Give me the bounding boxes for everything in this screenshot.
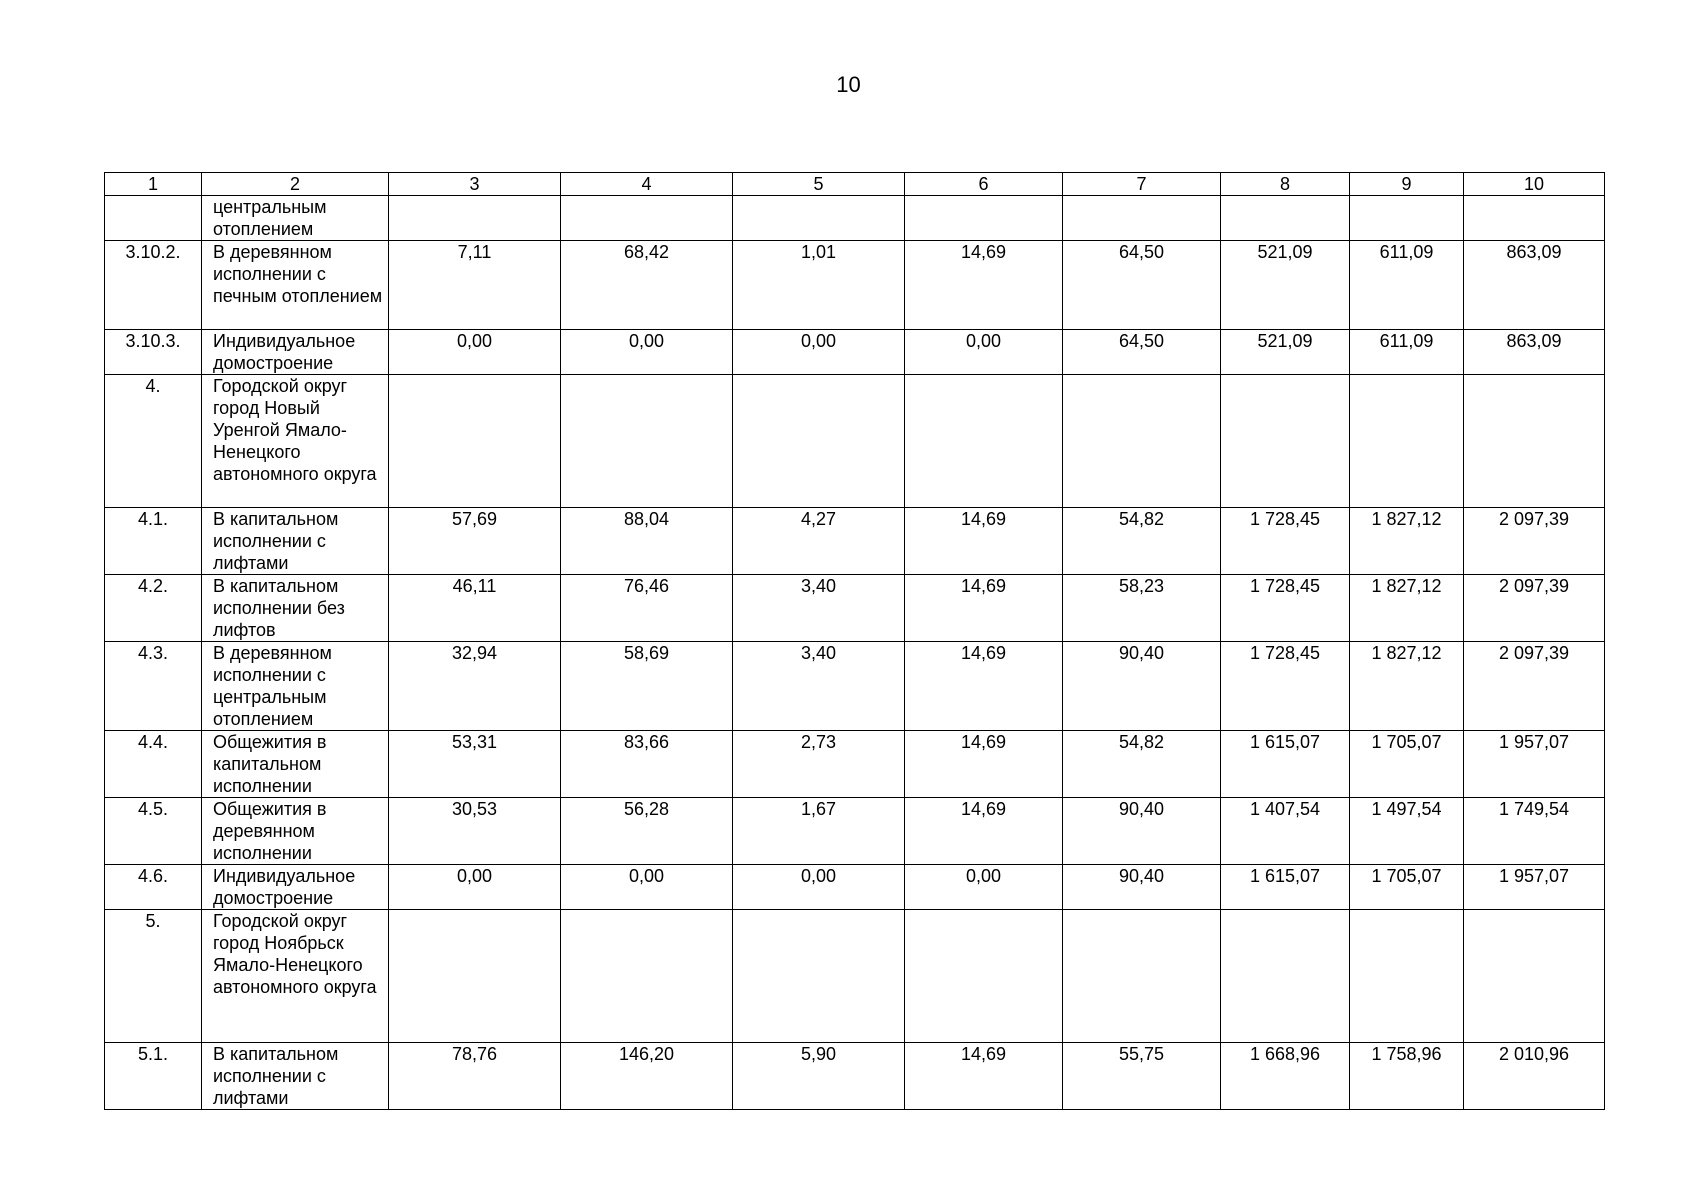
column-header: 9 xyxy=(1350,173,1464,196)
page-number: 10 xyxy=(836,72,861,97)
row-value-col-9: 1 705,07 xyxy=(1350,731,1464,798)
row-number: 3.10.3. xyxy=(105,330,202,375)
row-name: В капитальном исполнении с лифтами xyxy=(202,508,389,575)
table-row xyxy=(105,196,1605,241)
row-value-col-8 xyxy=(1221,375,1350,508)
row-value-col-9: 1 705,07 xyxy=(1350,865,1464,910)
column-header: 6 xyxy=(905,173,1063,196)
table-row xyxy=(105,865,1605,910)
row-name: В капитальном исполнении с лифтами xyxy=(202,1043,389,1110)
table-row xyxy=(105,642,1605,731)
row-value-col-5 xyxy=(733,196,905,241)
row-value-col-4: 76,46 xyxy=(561,575,733,642)
row-number: 4.5. xyxy=(105,798,202,865)
row-value-col-6: 14,69 xyxy=(905,642,1063,731)
row-value-col-6: 14,69 xyxy=(905,1043,1063,1110)
row-value-col-3: 0,00 xyxy=(389,865,561,910)
row-value-col-6: 0,00 xyxy=(905,865,1063,910)
column-header: 1 xyxy=(105,173,202,196)
row-name: центральным отоплением xyxy=(202,196,389,241)
table-row xyxy=(105,1043,1605,1110)
row-value-col-10: 1 749,54 xyxy=(1464,798,1605,865)
row-value-col-7: 90,40 xyxy=(1063,865,1221,910)
row-value-col-8: 1 615,07 xyxy=(1221,731,1350,798)
row-number: 4.4. xyxy=(105,731,202,798)
row-value-col-8: 1 728,45 xyxy=(1221,575,1350,642)
row-value-col-3: 0,00 xyxy=(389,330,561,375)
row-value-col-7: 64,50 xyxy=(1063,330,1221,375)
row-value-col-3: 32,94 xyxy=(389,642,561,731)
row-name: Общежития в деревянном исполнении xyxy=(202,798,389,865)
row-value-col-3 xyxy=(389,375,561,508)
row-value-col-4: 58,69 xyxy=(561,642,733,731)
row-value-col-3 xyxy=(389,910,561,1043)
row-value-col-10: 2 010,96 xyxy=(1464,1043,1605,1110)
table-row xyxy=(105,910,1605,1043)
row-value-col-5: 1,67 xyxy=(733,798,905,865)
row-value-col-10: 2 097,39 xyxy=(1464,575,1605,642)
row-value-col-8 xyxy=(1221,196,1350,241)
column-header: 7 xyxy=(1063,173,1221,196)
row-number: 4.6. xyxy=(105,865,202,910)
column-header: 2 xyxy=(202,173,389,196)
column-header: 8 xyxy=(1221,173,1350,196)
row-value-col-5 xyxy=(733,910,905,1043)
row-value-col-9: 1 827,12 xyxy=(1350,642,1464,731)
row-value-col-3: 78,76 xyxy=(389,1043,561,1110)
row-value-col-3 xyxy=(389,196,561,241)
row-value-col-9 xyxy=(1350,910,1464,1043)
row-value-col-6 xyxy=(905,910,1063,1043)
row-name: В капитальном исполнении без лифтов xyxy=(202,575,389,642)
column-header: 4 xyxy=(561,173,733,196)
row-value-col-9: 1 827,12 xyxy=(1350,575,1464,642)
row-value-col-7: 90,40 xyxy=(1063,642,1221,731)
row-value-col-9 xyxy=(1350,196,1464,241)
row-value-col-4: 0,00 xyxy=(561,330,733,375)
row-value-col-7: 54,82 xyxy=(1063,731,1221,798)
row-number: 4. xyxy=(105,375,202,508)
row-value-col-8: 1 615,07 xyxy=(1221,865,1350,910)
row-number: 5. xyxy=(105,910,202,1043)
row-value-col-9: 611,09 xyxy=(1350,241,1464,330)
row-value-col-9: 1 827,12 xyxy=(1350,508,1464,575)
row-value-col-5: 5,90 xyxy=(733,1043,905,1110)
row-value-col-10: 2 097,39 xyxy=(1464,642,1605,731)
row-value-col-5: 0,00 xyxy=(733,865,905,910)
row-value-col-10: 1 957,07 xyxy=(1464,731,1605,798)
row-value-col-10: 863,09 xyxy=(1464,330,1605,375)
header-row xyxy=(105,173,1605,196)
row-value-col-5: 3,40 xyxy=(733,642,905,731)
table-row xyxy=(105,375,1605,508)
row-value-col-4: 146,20 xyxy=(561,1043,733,1110)
row-name: Общежития в капитальном исполнении xyxy=(202,731,389,798)
row-value-col-5: 2,73 xyxy=(733,731,905,798)
row-value-col-10 xyxy=(1464,196,1605,241)
row-value-col-7 xyxy=(1063,375,1221,508)
row-value-col-5: 0,00 xyxy=(733,330,905,375)
row-value-col-5: 4,27 xyxy=(733,508,905,575)
row-value-col-8: 1 407,54 xyxy=(1221,798,1350,865)
row-value-col-8: 1 668,96 xyxy=(1221,1043,1350,1110)
row-value-col-7 xyxy=(1063,196,1221,241)
row-number: 3.10.2. xyxy=(105,241,202,330)
row-value-col-10: 1 957,07 xyxy=(1464,865,1605,910)
row-value-col-6 xyxy=(905,196,1063,241)
row-value-col-6 xyxy=(905,375,1063,508)
row-value-col-5 xyxy=(733,375,905,508)
row-value-col-5: 1,01 xyxy=(733,241,905,330)
table-row xyxy=(105,798,1605,865)
row-value-col-7: 58,23 xyxy=(1063,575,1221,642)
row-value-col-9: 1 497,54 xyxy=(1350,798,1464,865)
row-name: В деревянном исполнении с печным отоплением xyxy=(202,241,389,330)
row-value-col-9 xyxy=(1350,375,1464,508)
row-value-col-10 xyxy=(1464,910,1605,1043)
row-value-col-7: 55,75 xyxy=(1063,1043,1221,1110)
row-value-col-8: 521,09 xyxy=(1221,241,1350,330)
row-value-col-7: 54,82 xyxy=(1063,508,1221,575)
row-number: 4.2. xyxy=(105,575,202,642)
row-value-col-7 xyxy=(1063,910,1221,1043)
row-value-col-7: 90,40 xyxy=(1063,798,1221,865)
row-value-col-10: 2 097,39 xyxy=(1464,508,1605,575)
tariff-table xyxy=(104,172,1605,1110)
row-value-col-7: 64,50 xyxy=(1063,241,1221,330)
row-value-col-3: 57,69 xyxy=(389,508,561,575)
row-value-col-5: 3,40 xyxy=(733,575,905,642)
row-value-col-8 xyxy=(1221,910,1350,1043)
row-name: Городской округ город Новый Уренгой Ямало-Ненецкого автономного округа xyxy=(202,375,389,508)
row-value-col-4: 0,00 xyxy=(561,865,733,910)
row-value-col-6: 14,69 xyxy=(905,798,1063,865)
row-value-col-4 xyxy=(561,910,733,1043)
row-name: Индивидуальное домостроение xyxy=(202,330,389,375)
row-value-col-4: 56,28 xyxy=(561,798,733,865)
row-value-col-8: 1 728,45 xyxy=(1221,508,1350,575)
row-value-col-6: 0,00 xyxy=(905,330,1063,375)
row-name: Городской округ город Ноябрьск Ямало-Ненецкого автономного округа xyxy=(202,910,389,1043)
row-value-col-4 xyxy=(561,375,733,508)
row-number: 4.3. xyxy=(105,642,202,731)
row-value-col-8: 1 728,45 xyxy=(1221,642,1350,731)
row-number xyxy=(105,196,202,241)
row-value-col-6: 14,69 xyxy=(905,508,1063,575)
row-value-col-4 xyxy=(561,196,733,241)
row-value-col-10: 863,09 xyxy=(1464,241,1605,330)
row-value-col-10 xyxy=(1464,375,1605,508)
row-value-col-4: 68,42 xyxy=(561,241,733,330)
row-value-col-3: 7,11 xyxy=(389,241,561,330)
row-value-col-9: 611,09 xyxy=(1350,330,1464,375)
table-row xyxy=(105,241,1605,330)
row-value-col-8: 521,09 xyxy=(1221,330,1350,375)
row-value-col-6: 14,69 xyxy=(905,731,1063,798)
row-value-col-3: 30,53 xyxy=(389,798,561,865)
column-header: 5 xyxy=(733,173,905,196)
row-number: 4.1. xyxy=(105,508,202,575)
table-row xyxy=(105,575,1605,642)
row-name: В деревянном исполнении с центральным отоплением xyxy=(202,642,389,731)
row-number: 5.1. xyxy=(105,1043,202,1110)
row-value-col-9: 1 758,96 xyxy=(1350,1043,1464,1110)
table-row xyxy=(105,731,1605,798)
row-value-col-3: 46,11 xyxy=(389,575,561,642)
row-name: Индивидуальное домостроение xyxy=(202,865,389,910)
row-value-col-4: 88,04 xyxy=(561,508,733,575)
row-value-col-4: 83,66 xyxy=(561,731,733,798)
column-header: 10 xyxy=(1464,173,1605,196)
row-value-col-3: 53,31 xyxy=(389,731,561,798)
column-header: 3 xyxy=(389,173,561,196)
row-value-col-6: 14,69 xyxy=(905,575,1063,642)
table-row xyxy=(105,508,1605,575)
row-value-col-6: 14,69 xyxy=(905,241,1063,330)
table-row xyxy=(105,330,1605,375)
